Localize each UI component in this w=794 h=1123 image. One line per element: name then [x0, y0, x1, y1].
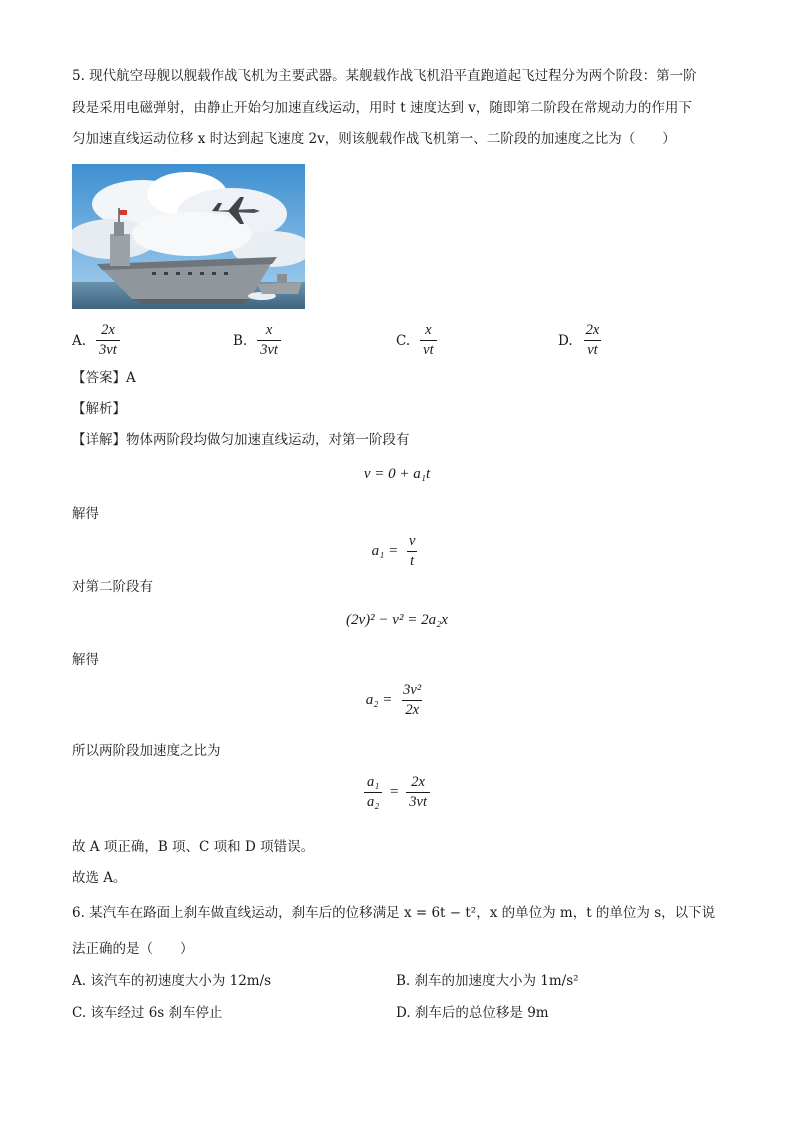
q5-stem-line2: 段是采用电磁弹射，由静止开始匀加速直线运动，用时 t 速度达到 v，随即第二阶段在常规动力的作用下	[72, 100, 692, 116]
q6-stem-line1: 6. 某汽车在路面上刹车做直线运动，刹车后的位移满足 x = 6t − t²，x 的单位为 m，t 的单位为 s，以下说	[72, 905, 716, 921]
stage2-label: 对第二阶段有	[72, 579, 153, 595]
option-fraction: $\frac{x}{3vt}$	[257, 322, 281, 359]
option-letter: A.	[72, 332, 87, 349]
aircraft-carrier-photo	[72, 164, 305, 309]
solve-label-1: 解得	[72, 506, 99, 522]
q5-answer: 【答案】A	[72, 370, 136, 386]
option-letter: C.	[396, 332, 411, 349]
conclusion: 故 A 项正确，B 项、C 项和 D 项错误。	[72, 839, 315, 855]
q6-option-c[interactable]: C. 该车经过 6s 刹车停止	[72, 1005, 223, 1021]
equation-4: a₂ = $\frac{\text{3v²}}{2x}$	[365, 682, 422, 718]
q5-stem-line3: 匀加速直线运动位移 x 时达到起飞速度 2v，则该舰载作战飞机第一、二阶段的加速度之比为（ ）	[72, 131, 676, 147]
q6-option-d[interactable]: D. 刹车后的总位移是 9m	[396, 1005, 549, 1021]
q5-stem-line1: 5. 现代航空母舰以舰载作战飞机为主要武器。某舰载作战飞机沿平直跑道起飞过程分为两个阶段：第一阶	[72, 68, 697, 84]
option-letter: B.	[233, 332, 248, 349]
equation-3: (2v)² − v² = 2a₂x	[346, 612, 448, 628]
equation-2: a₁ = $\frac{v}{t}$	[371, 533, 416, 569]
q6-stem-line2: 法正确的是（ ）	[72, 941, 194, 957]
solve-label-2: 解得	[72, 652, 99, 668]
option-fraction: $\frac{2x}{vt}$	[585, 322, 600, 358]
option-fraction: $\frac{x}{vt}$	[420, 322, 436, 359]
q5-option-c[interactable]	[396, 322, 441, 359]
choose-answer: 故选 A。	[72, 870, 127, 886]
q5-detail: 【详解】物体两阶段均做匀加速直线运动，对第一阶段有	[72, 432, 410, 448]
q5-option-b[interactable]	[233, 322, 285, 359]
equation-1: v = 0 + a₁t	[363, 466, 431, 482]
ratio-label: 所以两阶段加速度之比为	[72, 743, 221, 759]
q5-option-d[interactable]	[558, 322, 606, 359]
option-fraction: $\frac{2x}{3vt}$	[96, 322, 120, 359]
equation-5: $\frac{\text{a₁}}{\text{a₂}}$ = $\frac{2x}{3vt}$	[0, 774, 794, 811]
option-letter: D.	[558, 332, 573, 349]
q6-option-b[interactable]: B. 刹车的加速度大小为 1m/s²	[396, 973, 579, 989]
q5-analysis-heading: 【解析】	[72, 401, 126, 417]
q5-option-a[interactable]	[72, 322, 124, 359]
q6-option-a[interactable]: A. 该汽车的初速度大小为 12m/s	[72, 973, 272, 989]
